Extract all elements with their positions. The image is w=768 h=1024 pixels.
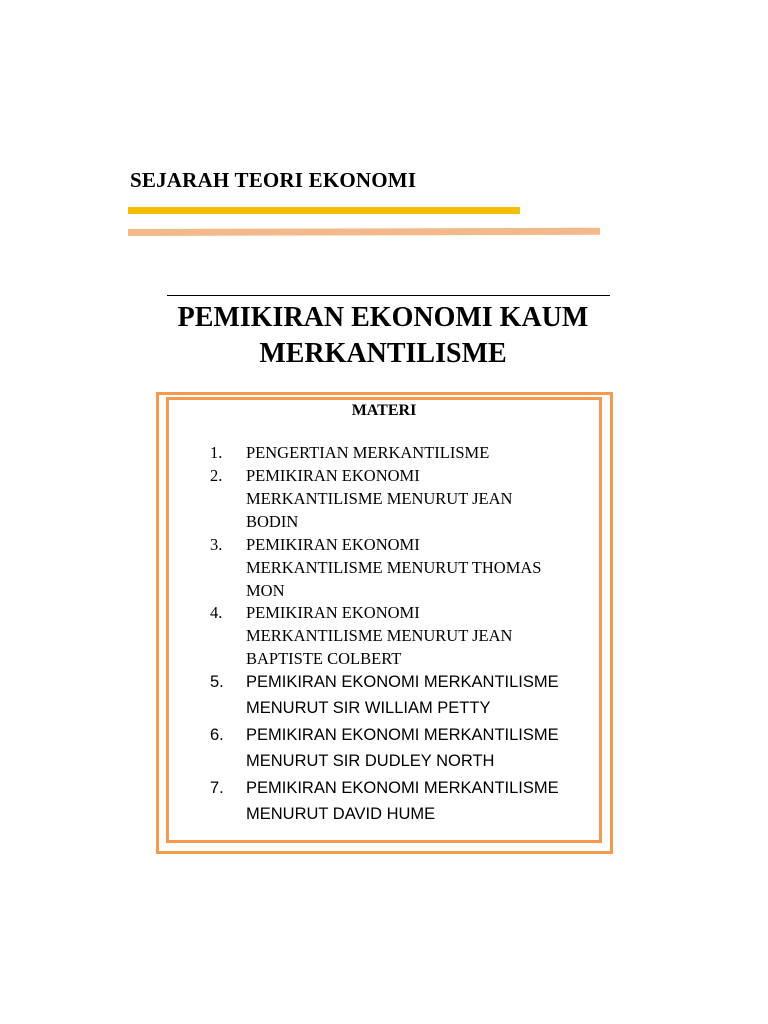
list-item-text: MON bbox=[246, 581, 285, 600]
list-item-text: PEMIKIRAN EKONOMI MERKANTILISME bbox=[246, 726, 559, 744]
list-item-text: PEMIKIRAN EKONOMI MERKANTILISME bbox=[246, 779, 559, 797]
page-title bbox=[160, 300, 606, 372]
list-item-text: PEMIKIRAN EKONOMI bbox=[246, 603, 420, 622]
list-item-text: MERKANTILISME MENURUT JEAN bbox=[246, 626, 513, 645]
list-item-number: 3. bbox=[210, 535, 223, 554]
section-header-title: SEJARAH TEORI EKONOMI bbox=[130, 168, 417, 192]
list-item-text: MERKANTILISME MENURUT JEAN bbox=[246, 489, 513, 508]
list-item-text: PEMIKIRAN EKONOMI bbox=[246, 466, 420, 485]
list-item-text: PEMIKIRAN EKONOMI MERKANTILISME bbox=[246, 673, 559, 691]
yellow-accent-bar bbox=[128, 207, 520, 214]
list-item-text: MENURUT SIR DUDLEY NORTH bbox=[246, 752, 495, 770]
page-title-line-2: MERKANTILISME bbox=[259, 338, 507, 369]
list-item-number: 4. bbox=[210, 603, 223, 622]
list-item-text: MERKANTILISME MENURUT THOMAS bbox=[246, 558, 542, 577]
list-item-number: 5. bbox=[210, 673, 224, 691]
list-item-number: 7. bbox=[210, 779, 224, 797]
list-item-text: BAPTISTE COLBERT bbox=[246, 649, 402, 668]
list-item-number: 1. bbox=[210, 443, 223, 462]
list-item-number: 6. bbox=[210, 726, 224, 744]
list-item-text: MENURUT DAVID HUME bbox=[246, 805, 436, 823]
title-divider bbox=[167, 295, 610, 296]
list-item-text: BODIN bbox=[246, 512, 299, 531]
list-item-text: PEMIKIRAN EKONOMI bbox=[246, 535, 420, 554]
page-title-line-1: PEMIKIRAN EKONOMI KAUM bbox=[177, 302, 589, 333]
list-item-text: MENURUT SIR WILLIAM PETTY bbox=[246, 699, 491, 717]
peach-accent-bar bbox=[128, 228, 600, 236]
list-item-number: 2. bbox=[210, 466, 223, 485]
materi-heading: MATERI bbox=[351, 402, 417, 419]
list-item-text: PENGERTIAN MERKANTILISME bbox=[246, 443, 490, 462]
